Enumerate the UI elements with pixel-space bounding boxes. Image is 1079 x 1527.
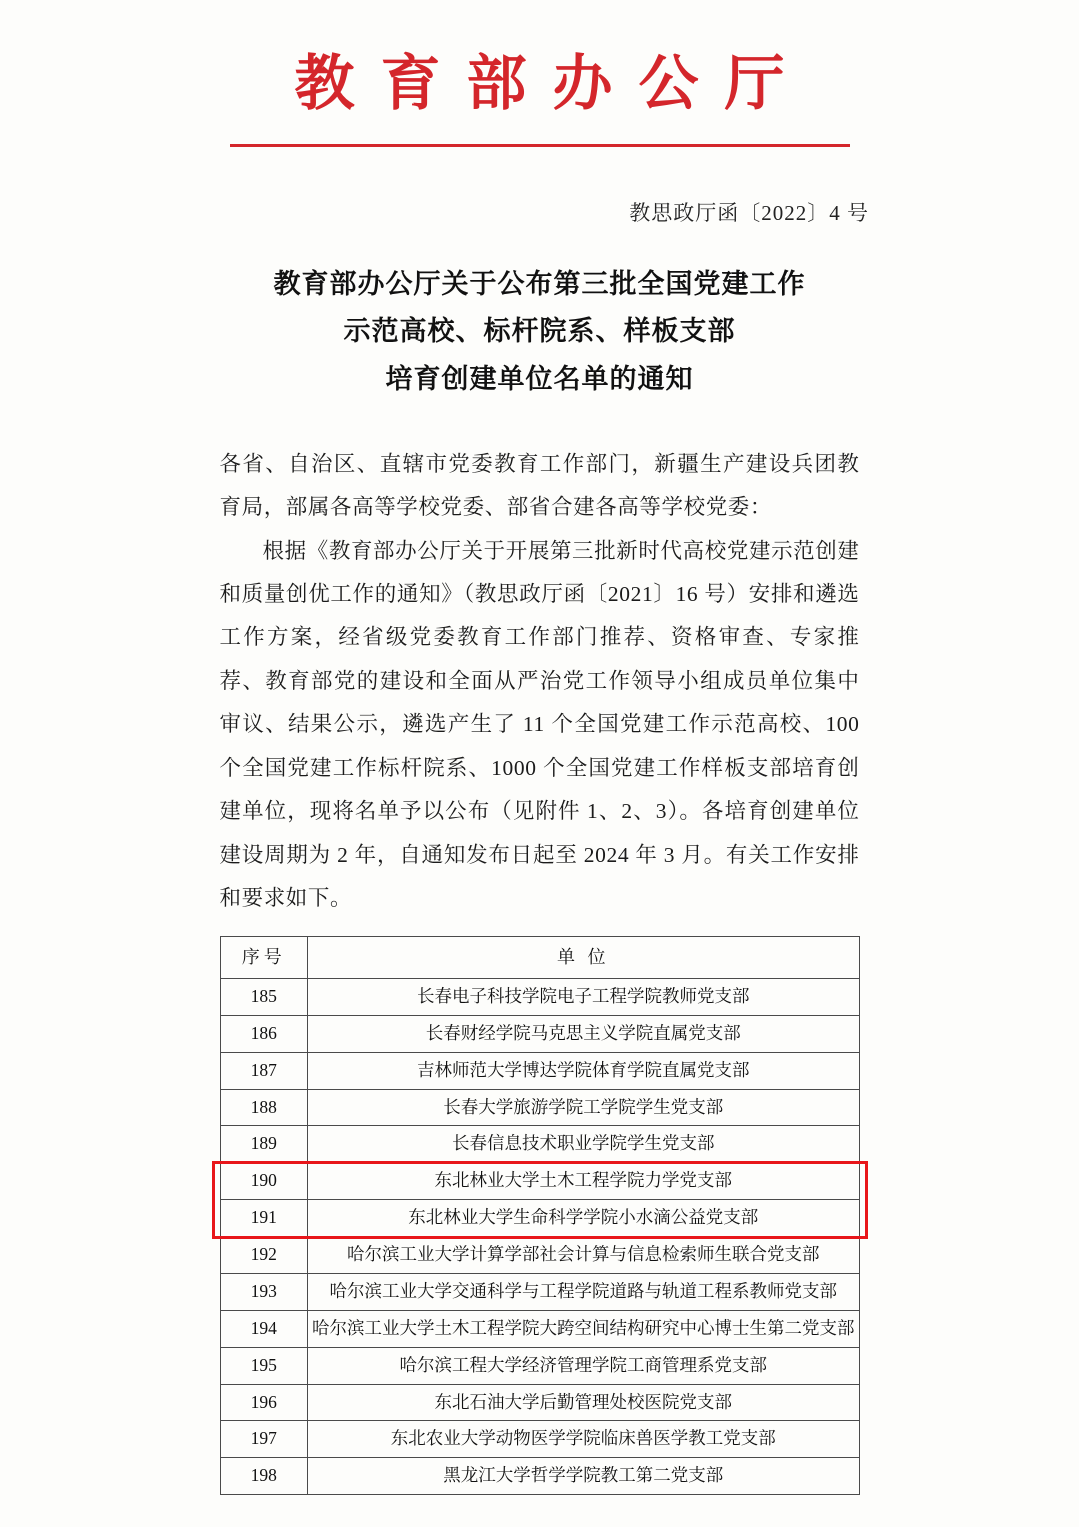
table-cell-no: 193 [220,1273,308,1310]
table-cell-unit: 黑龙江大学哲学学院教工第二党支部 [308,1458,860,1495]
table-row [220,1163,859,1200]
letterhead-organization: 教育部办公厅 [294,51,811,117]
table-cell-unit: 哈尔滨工业大学土木工程学院大跨空间结构研究中心博士生第二党支部 [308,1310,860,1347]
table-row [220,1273,859,1310]
table-cell-unit: 东北石油大学后勤管理处校医院党支部 [308,1384,860,1421]
document-body [220,443,860,921]
page-title [190,261,890,403]
table-row [220,1310,859,1347]
table-cell-unit: 长春信息技术职业学院学生党支部 [308,1126,860,1163]
table-cell-unit: 吉林师范大学博达学院体育学院直属党支部 [308,1052,860,1089]
table-cell-unit: 长春财经学院马克思主义学院直属党支部 [308,1015,860,1052]
table-row [220,1015,859,1052]
table-cell-unit: 东北林业大学生命科学学院小水滴公益党支部 [308,1200,860,1237]
table-row [220,1089,859,1126]
letterhead-red-rule [230,144,850,147]
table-row [220,1237,859,1274]
table-row [220,1052,859,1089]
table-cell-no: 190 [220,1163,308,1200]
body-paragraph-1: 各省、自治区、直辖市党委教育工作部门，新疆生产建设兵团教育局，部属各高等学校党委、部省合建各高等学校党委： [219,451,860,520]
body-paragraph-2: 根据《教育部办公厅关于开展第三批新时代高校党建示范创建和质量创优工作的通知》（教思政厅函〔2021〕16 号）安排和遴选工作方案，经省级党委教育工作部门推荐、资格审查、专家推荐、教育部党的建设和全面从严治党工作领导小组成员单位集中审议、结果公示，遴选产生了 11 个全国党建工作示范高校、100 个全国党建工作标杆院系、1000 个全国党建工作样板支部培育创建单位，现将名单予以公布（见附件 1、2、3）。各培育创建单位建设周期为 2 年，自通知发布日起至 2024 年 3 月。有关工作安排和要求如下。 [219,538,860,910]
unit-list-table [220,936,860,1495]
page-title-line-2: 示范高校、标杆院系、样板支部 [343,316,736,347]
column-header-no: 序号 [220,937,308,979]
table-cell-no: 198 [220,1458,308,1495]
table-cell-no: 187 [220,1052,308,1089]
table-row [220,1384,859,1421]
table-row [220,1347,859,1384]
table-cell-unit: 哈尔滨工业大学计算学部社会计算与信息检索师生联合党支部 [308,1237,860,1274]
letterhead [0,0,1079,147]
page-title-line-3: 培育创建单位名单的通知 [385,363,694,394]
table-cell-no: 189 [220,1126,308,1163]
table-cell-no: 186 [220,1015,308,1052]
table-cell-unit: 长春大学旅游学院工学院学生党支部 [308,1089,860,1126]
table-cell-no: 192 [220,1237,308,1274]
page-title-line-1: 教育部办公厅关于公布第三批全国党建工作 [273,269,806,299]
table-cell-no: 188 [220,1089,308,1126]
table-row [220,1200,859,1237]
table-row [220,1421,859,1458]
table-cell-no: 194 [220,1310,308,1347]
table-cell-no: 196 [220,1384,308,1421]
table-cell-unit: 哈尔滨工程大学经济管理学院工商管理系党支部 [308,1347,860,1384]
table-body [220,978,859,1494]
document-number: 教思政厅函〔2022〕4 号 [629,201,869,225]
table-row [220,1126,859,1163]
table-row [220,1458,859,1495]
table-row [220,978,859,1015]
table-cell-no: 195 [220,1347,308,1384]
table-cell-no: 191 [220,1200,308,1237]
table-cell-no: 185 [220,978,308,1015]
table-cell-unit: 长春电子科技学院电子工程学院教师党支部 [308,978,860,1015]
table-cell-unit: 哈尔滨工业大学交通科学与工程学院道路与轨道工程系教师党支部 [308,1273,860,1310]
table-cell-no: 197 [220,1421,308,1458]
table-header-row [220,937,859,979]
letterhead-rule-container [230,144,850,147]
unit-list-table-container [220,936,860,1495]
table-cell-unit: 东北农业大学动物医学学院临床兽医学教工党支部 [308,1421,860,1458]
column-header-unit: 单 位 [308,937,860,979]
table-cell-unit: 东北林业大学土木工程学院力学党支部 [308,1163,860,1200]
